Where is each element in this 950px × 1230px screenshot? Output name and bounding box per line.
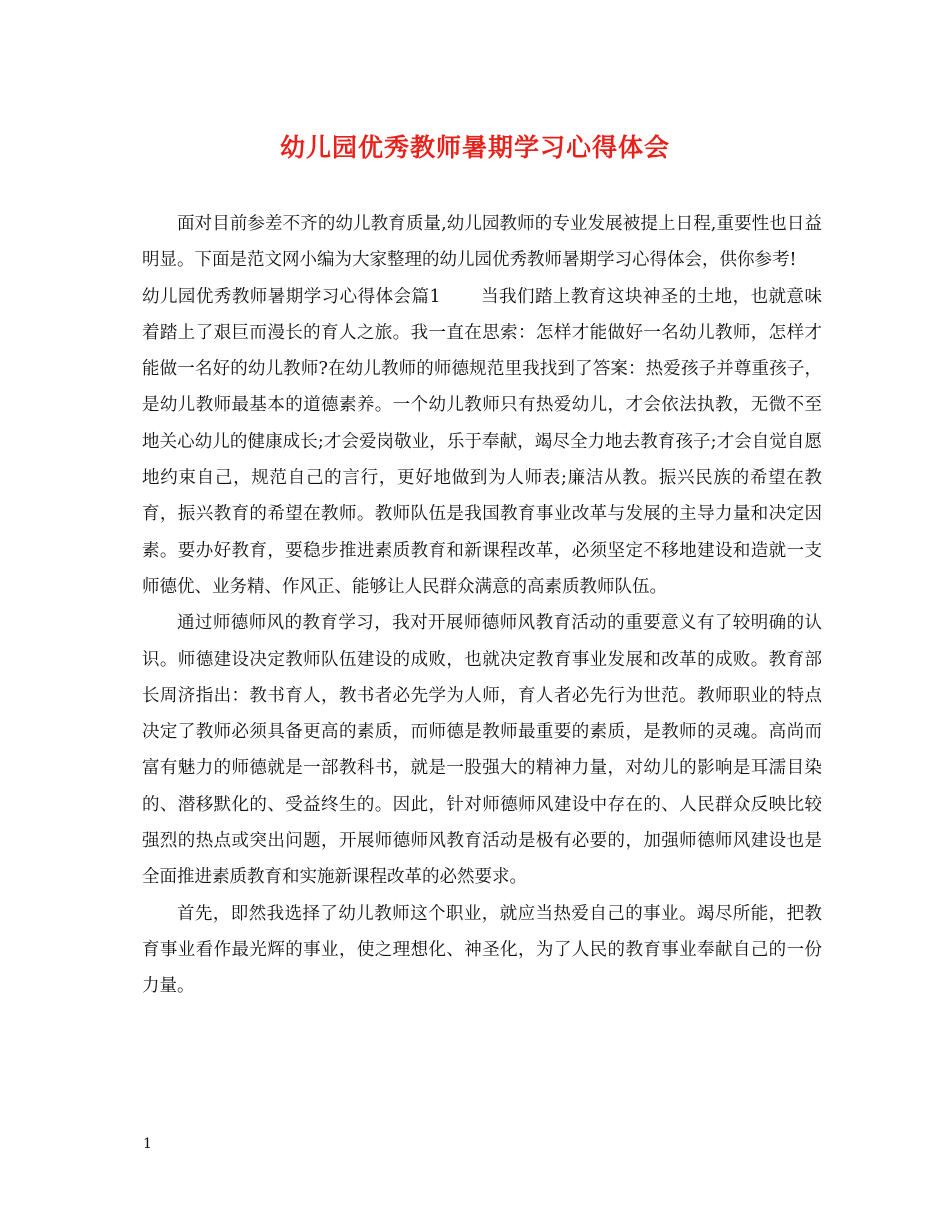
section-body: 当我们踏上教育这块神圣的土地，也就意味着踏上了艰巨而漫长的育人之旅。我一直在思索：怎样才能做好一名幼儿教师，怎样才能做一名好的幼儿教师?在幼儿教师的师德规范里我找到了答案：热爱孩子并尊重孩子，是幼儿教师最基本的道德素养。一个幼儿教师只有热爱幼儿，才会依法执教，无微不至地关心幼儿的健康成长;才会爱岗敬业，乐于奉献，竭尽全力地去教育孩子;才会自觉自愿地约束自己，规范自己的言行，更好地做到为人师表;廉洁从教。振兴民族的希望在教育，振兴教育的希望在教师。教师队伍是我国教育事业改革与发展的主导力量和决定因素。要办好教育，要稳步推进素质教育和新课程改革，必须坚定不移地建设和造就一支师德优、业务精、作风正、能够让人民群众满意的高素质教师队伍。 bbox=[142, 286, 823, 597]
paragraph-2: 通过师德师风的教育学习，我对开展师德师风教育活动的重要意义有了较明确的认识。师德建设决定教师队伍建设的成败，也就决定教育事业发展和改革的成败。教育部长周济指出：教书育人，教书者必先学为人师，育人者必先行为世范。教师职业的特点决定了教师必须具备更高的素质，而师德是教师最重要的素质，是教师的灵魂。高尚而富有魅力的师德就是一部教科书，就是一股强大的精神力量，对幼儿的影响是耳濡目染的、潜移默化的、受益终生的。因此，针对师德师风建设中存在的、人民群众反映比较强烈的热点或突出问题，开展师德师风教育活动是极有必要的，加强师德师风建设也是全面推进素质教育和实施新课程改革的必然要求。 bbox=[142, 613, 822, 888]
intro-paragraph: 面对目前参差不齐的幼儿教育质量,幼儿园教师的专业发展被提上日程,重要性也日益明显。下面是范文网小编为大家整理的幼儿园优秀教师暑期学习心得体会，供你参考! bbox=[142, 214, 822, 271]
paragraph-3: 首先，即然我选择了幼儿教师这个职业，就应当热爱自己的事业。竭尽所能，把教育事业看作最光辉的事业，使之理想化、神圣化，为了人民的教育事业奉献自己的一份力量。 bbox=[142, 903, 822, 997]
document-body bbox=[142, 206, 822, 1005]
page-number: 1 bbox=[143, 1136, 152, 1152]
document-title: 幼儿园优秀教师暑期学习心得体会 bbox=[279, 133, 670, 162]
section-paragraph bbox=[142, 279, 822, 606]
section-heading: 幼儿园优秀教师暑期学习心得体会篇1 bbox=[142, 286, 441, 307]
